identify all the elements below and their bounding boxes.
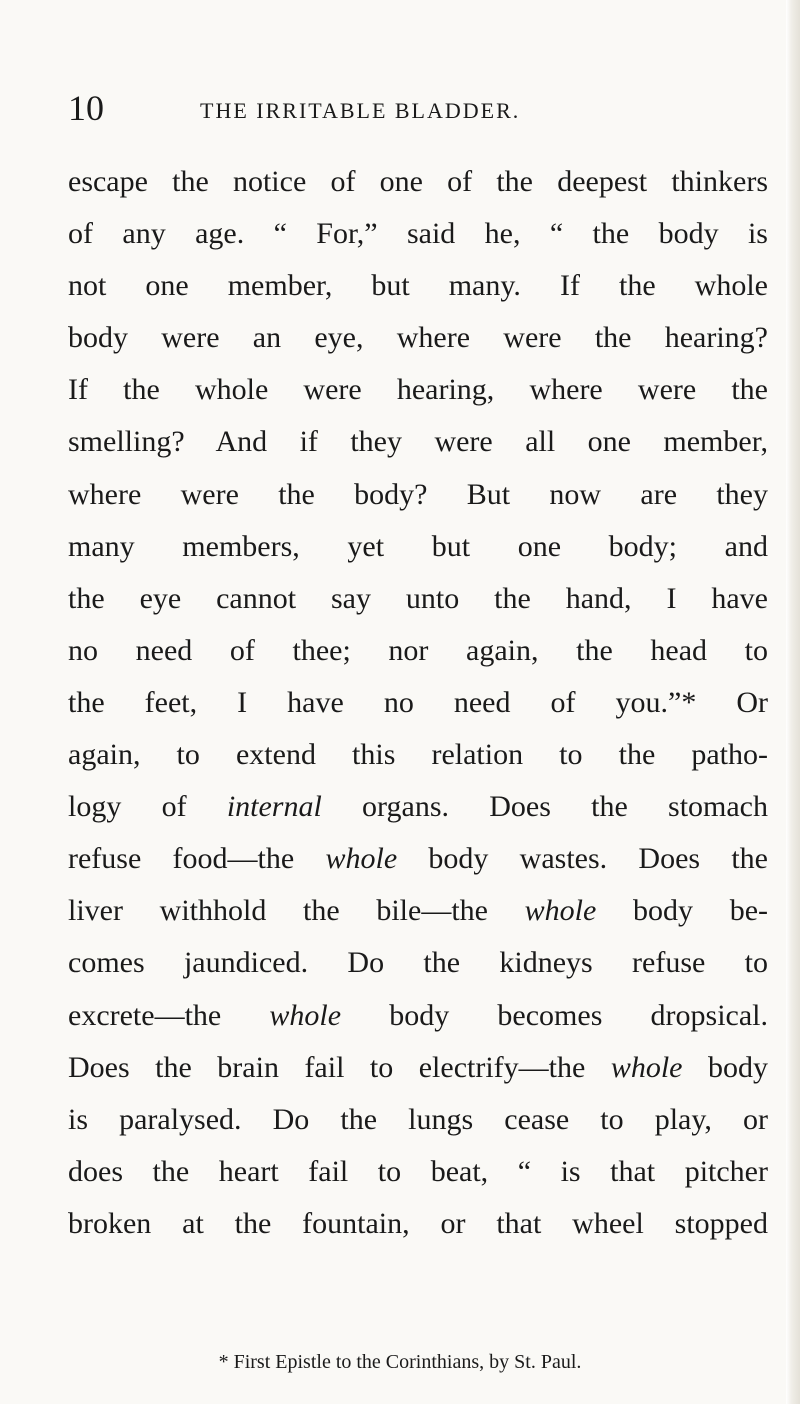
text-line: body were an eye, where were the hearing? xyxy=(68,321,768,355)
footnote: * First Epistle to the Corinthians, by St. Paul. xyxy=(218,1351,582,1373)
text-line: refuse food—the whole body wastes. Does the xyxy=(68,842,768,876)
text-line: If the whole were hearing, where were the xyxy=(68,373,768,407)
running-title: THE IRRITABLE BLADDER. xyxy=(200,98,521,123)
italic-word: whole xyxy=(325,842,398,876)
text-line: the feet, I have no need of you.”* Or xyxy=(68,685,768,719)
page-number: 10 xyxy=(68,88,104,128)
body-text xyxy=(68,156,768,1250)
page-edge-shadow xyxy=(786,0,800,1404)
text-line: Does the brain fail to electrify—the whole body xyxy=(68,1050,768,1084)
text-line: liver withhold the bile—the whole body be- xyxy=(68,894,768,928)
text-line: many members, yet but one body; and xyxy=(68,529,768,563)
text-line: excrete—the whole body becomes dropsical. xyxy=(68,998,768,1032)
text-line: no need of thee; nor again, the head to xyxy=(68,633,768,667)
text-line: comes jaundiced. Do the kidneys refuse to xyxy=(68,946,768,980)
text-line: the eye cannot say unto the hand, I have xyxy=(68,581,768,615)
text-line: where were the body? But now are they xyxy=(68,477,768,511)
italic-word: whole xyxy=(269,998,342,1032)
text-line: escape the notice of one of the deepest thinkers xyxy=(68,165,768,198)
italic-word: whole xyxy=(524,894,597,928)
italic-word: internal xyxy=(226,790,322,824)
page-header xyxy=(68,88,768,128)
text-line: broken at the fountain, or that wheel stopped xyxy=(68,1206,768,1240)
text-line: not one member, but many. If the whole xyxy=(68,269,768,303)
text-line: does the heart fail to beat, “ is that pitcher xyxy=(68,1154,768,1188)
text-line: smelling? And if they were all one member, xyxy=(68,425,768,459)
text-line: logy of internal organs. Does the stomach xyxy=(68,790,768,824)
italic-word: whole xyxy=(610,1050,683,1084)
text-line: again, to extend this relation to the patho- xyxy=(68,738,768,772)
text-line: is paralysed. Do the lungs cease to play, or xyxy=(68,1102,768,1136)
text-line: of any age. “ For,” said he, “ the body is xyxy=(68,217,768,251)
